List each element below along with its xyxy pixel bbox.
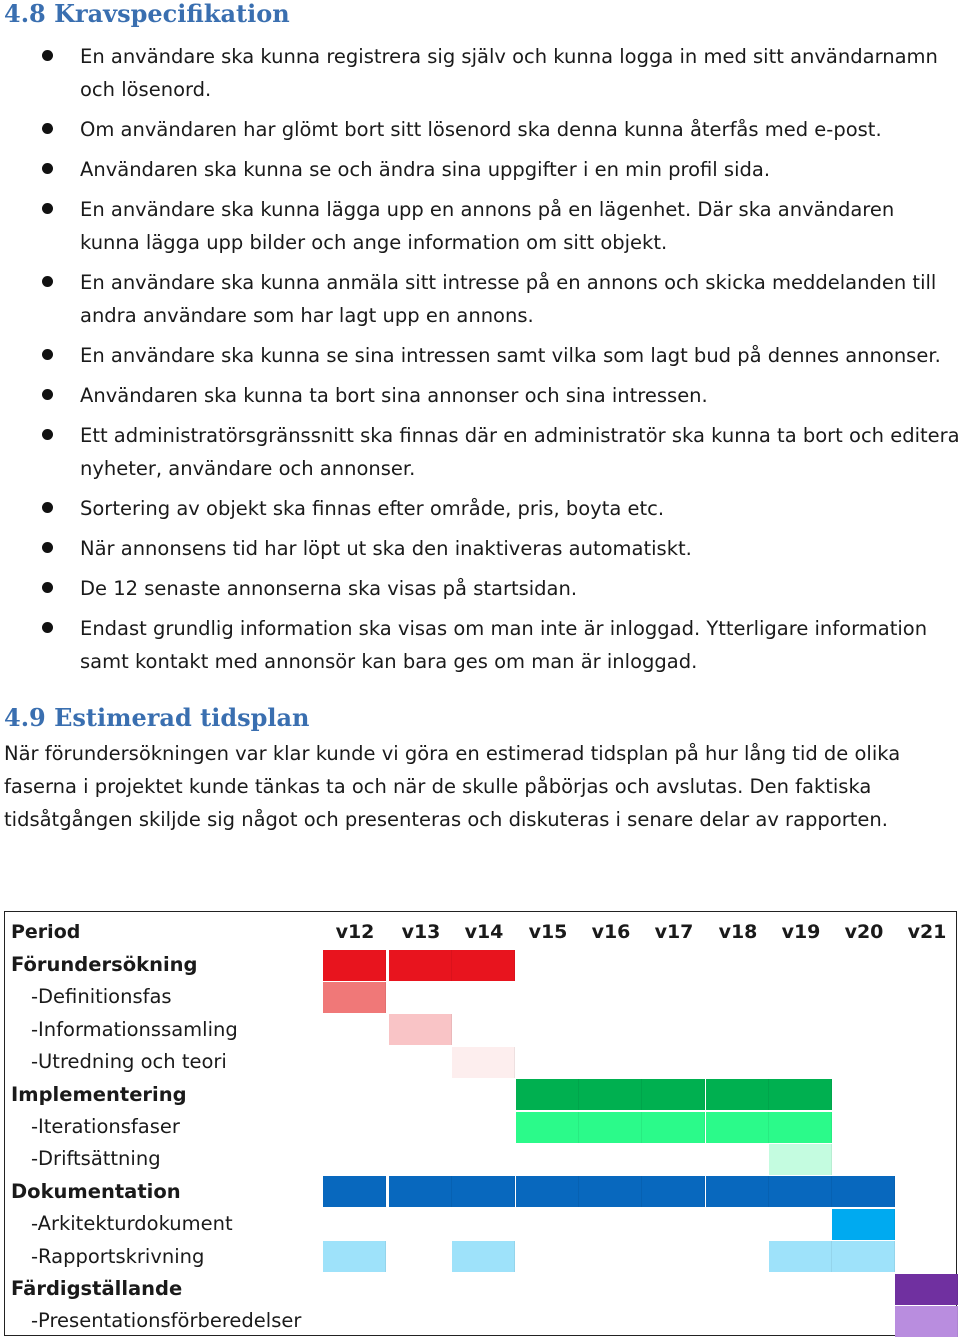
gantt-cell (579, 1079, 642, 1110)
gantt-cell (642, 1176, 705, 1207)
subtask-label: -Iterationsfaser (31, 1115, 180, 1138)
section-heading-tidsplan: 4.9 Estimerad tidsplan (4, 703, 310, 732)
gantt-cell (516, 1079, 579, 1110)
week-header-v17: v17 (654, 921, 694, 943)
section-heading-kravspecifikation: 4.8 Kravspecifikation (4, 0, 290, 28)
gantt-cell (389, 1176, 452, 1207)
gantt-cell (769, 1112, 832, 1143)
week-header-v12: v12 (335, 921, 375, 943)
gantt-cell (642, 1079, 705, 1110)
gantt-cell (516, 1176, 579, 1207)
week-header-v14: v14 (464, 921, 504, 943)
period-header: Period (11, 921, 81, 943)
week-header-v19: v19 (781, 921, 821, 943)
gantt-cell (452, 1241, 515, 1272)
subtask-label: -Rapportskrivning (31, 1244, 205, 1268)
gantt-cell (579, 1176, 642, 1207)
tidsplan-intro-paragraph: När förundersökningen var klar kunde vi göra en estimerad tidsplan på hur lång tid de olika faserna i projektet kunde tänkas ta och när de skulle påbörjas och avslutas. Den faktiska tidsåtgången skiljde sig något och presenteras och diskuteras i senare delar av rapporten. (4, 742, 901, 831)
gantt-cell (323, 1241, 386, 1272)
gantt-cell (642, 1112, 705, 1143)
phase-label: Implementering (11, 1082, 187, 1106)
gantt-cell (832, 1209, 895, 1240)
gantt-cell (769, 1144, 832, 1175)
requirement-item: Om användaren har glömt bort sitt lösenord ska denna kunna återfås med e-post. (0, 113, 960, 146)
week-header-v20: v20 (844, 921, 884, 943)
gantt-cell (769, 1079, 832, 1110)
phase-label: Dokumentation (11, 1179, 181, 1203)
requirements-list (0, 40, 960, 685)
requirement-item: En användare ska kunna se sina intressen samt vilka som lagt bud på dennes annonser. (0, 339, 960, 372)
gantt-cell (323, 1176, 386, 1207)
schedule-gantt-table (4, 911, 957, 1336)
gantt-cell (832, 1241, 895, 1272)
requirement-item: Endast grundlig information ska visas om man inte är inloggad. Ytterligare information samt kontakt med annonsör kan bara ges om man är inloggad. (0, 612, 960, 678)
gantt-cell (706, 1112, 769, 1143)
phase-label: Färdigställande (11, 1277, 183, 1300)
gantt-cell (452, 950, 515, 981)
requirement-item: De 12 senaste annonserna ska visas på startsidan. (0, 572, 960, 605)
gantt-cell (832, 1176, 895, 1207)
gantt-cell (769, 1176, 832, 1207)
gantt-cell (452, 1047, 515, 1078)
week-header-v13: v13 (401, 921, 441, 943)
subtask-label: -Driftsättning (31, 1147, 161, 1171)
gantt-cell (452, 1176, 515, 1207)
requirement-item: En användare ska kunna registrera sig själv och kunna logga in med sitt användarnamn och lösenord. (0, 40, 960, 106)
requirement-item: Ett administratörsgränssnitt ska finnas där en administratör ska kunna ta bort och editera nyheter, användare och annonser. (0, 419, 960, 485)
gantt-cell (516, 1112, 579, 1143)
subtask-label: -Presentationsförberedelser (31, 1309, 302, 1333)
gantt-cell (895, 1306, 958, 1337)
gantt-cell (389, 1014, 452, 1045)
gantt-cell (389, 950, 452, 981)
gantt-cell (706, 1176, 769, 1207)
subtask-label: -Definitionsfas (31, 985, 172, 1009)
requirement-item: En användare ska kunna lägga upp en annons på en lägenhet. Där ska användaren kunna lägga upp bilder och ange information om sitt objekt. (0, 193, 960, 259)
requirement-item: Sortering av objekt ska finnas efter område, pris, boyta etc. (0, 492, 960, 525)
requirement-item: En användare ska kunna anmäla sitt intresse på en annons och skicka meddelanden till andra användare som har lagt upp en annons. (0, 266, 960, 332)
gantt-cell (323, 982, 386, 1013)
gantt-cell (769, 1241, 832, 1272)
week-header-v16: v16 (591, 921, 631, 943)
requirement-item: När annonsens tid har löpt ut ska den inaktiveras automatiskt. (0, 532, 960, 565)
requirement-item: Användaren ska kunna ta bort sina annonser och sina intressen. (0, 379, 960, 412)
gantt-cell (579, 1112, 642, 1143)
week-header-v18: v18 (718, 921, 758, 943)
gantt-cell (706, 1079, 769, 1110)
phase-label: Förundersökning (11, 953, 198, 976)
subtask-label: -Utredning och teori (31, 1050, 227, 1074)
week-header-v15: v15 (528, 921, 568, 943)
requirement-item: Användaren ska kunna se och ändra sina uppgifter i en min profil sida. (0, 153, 960, 186)
subtask-label: -Informationssamling (31, 1017, 238, 1041)
gantt-cell (323, 950, 386, 981)
gantt-cell (895, 1274, 958, 1305)
subtask-label: -Arkitekturdokument (31, 1212, 233, 1236)
week-header-v21: v21 (907, 921, 947, 943)
